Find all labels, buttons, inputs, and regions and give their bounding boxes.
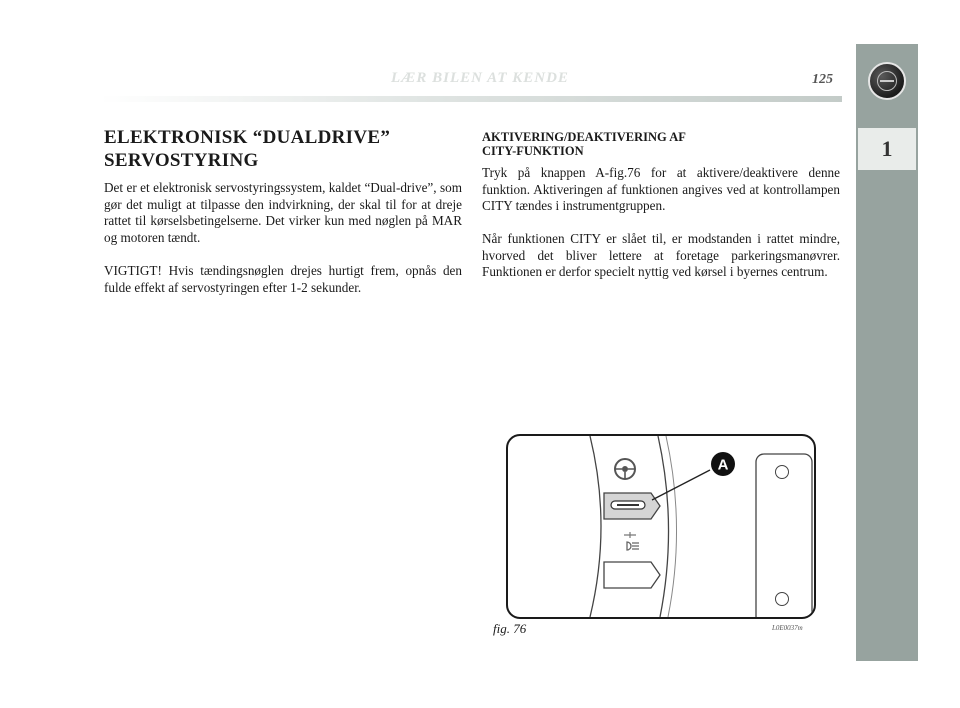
- dualdrive-description: Det er et elektronisk servostyringssystem, kaldet “Dual-drive”, som gør det muligt at tilpasse den indvirkning, der skal til for at dreje rattet til kørselsbetingelserne. Det virker kun med nøglen på MAR og motoren tændt.: [104, 180, 462, 245]
- chapter-number: 1: [858, 128, 916, 170]
- section-heading: [104, 126, 464, 172]
- page-number: 125: [812, 72, 833, 87]
- subheading-line-1: AKTIVERING/DEAKTIVERING AF: [482, 130, 686, 144]
- steering-wheel-icon: [615, 459, 635, 479]
- headlamp-adjuster-button: [604, 562, 660, 588]
- callout-label: A: [717, 456, 729, 474]
- figure-caption: fig. 76: [493, 621, 527, 636]
- city-subheading: [482, 130, 842, 158]
- header-rule: [100, 96, 842, 102]
- heading-line-1: ELEKTRONISK “DUALDRIVE”: [104, 127, 391, 148]
- figure-code: L0E0037m: [772, 624, 803, 632]
- city-button-icon[interactable]: [604, 493, 660, 519]
- heading-line-2: SERVOSTYRING: [104, 150, 259, 171]
- city-function-text: Når funktionen CITY er slået til, er modstanden i rattet mindre, hvorved det bliver lettere at foretage parkeringsmanøvrer. Funktionen er derfor specielt nyttig ved kørsel i byernes centrum.: [482, 231, 840, 279]
- callout-line: [652, 470, 710, 500]
- important-note: VIGTIGT! Hvis tændingsnøglen drejes hurtigt frem, opnås den fulde effekt af servostyringen efter 1-2 sekunder.: [104, 263, 462, 295]
- figure-76: [506, 434, 816, 619]
- subheading-line-2: CITY-FUNKTION: [482, 144, 584, 158]
- lancia-logo-icon: [868, 62, 906, 100]
- city-activation-text: Tryk på knappen A-fig.76 for at aktivere/deaktivere denne funktion. Aktiveringen af funktionen angives ved at kontrollampen CITY tændes i instrumentgruppen.: [482, 165, 840, 213]
- section-title: LÆR BILEN AT KENDE: [391, 70, 569, 86]
- dashboard-illustration: [508, 436, 814, 617]
- headlamp-leveling-icon: [624, 532, 639, 550]
